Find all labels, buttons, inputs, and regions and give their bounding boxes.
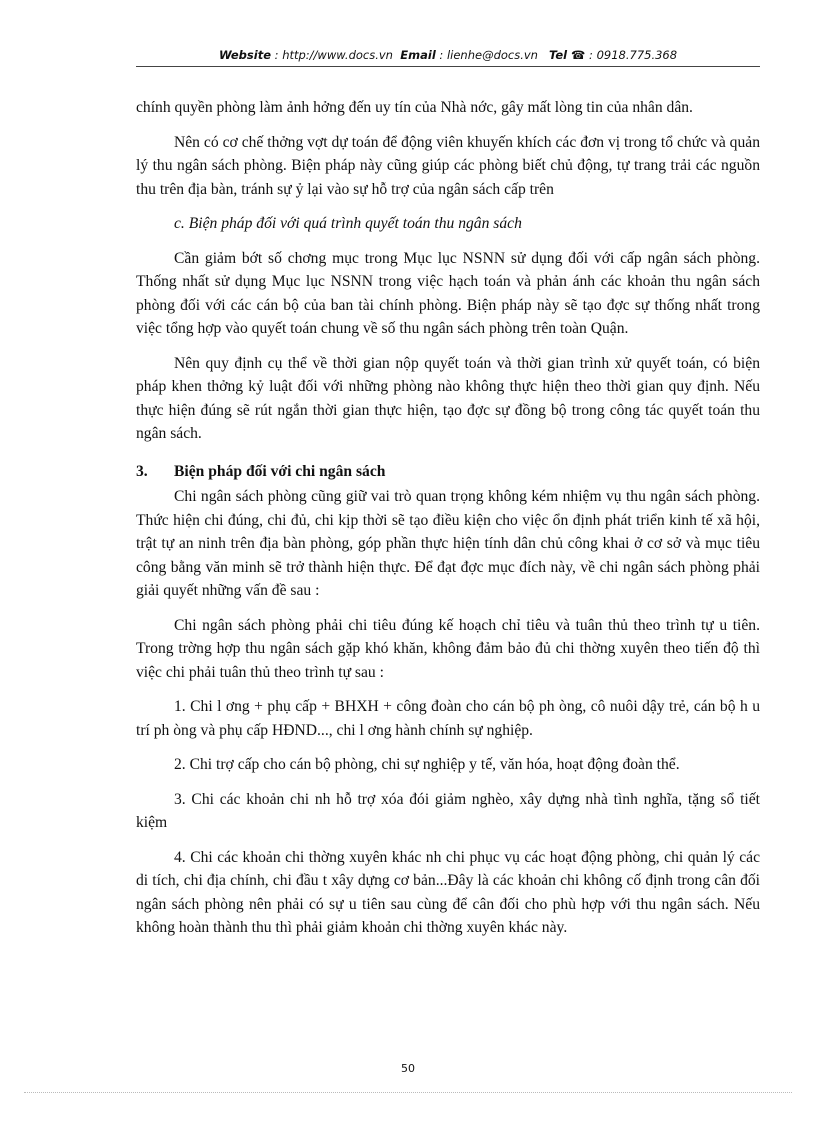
tel-label: Tel ☎ xyxy=(548,48,586,62)
page-number: 50 xyxy=(401,1062,415,1075)
email-value: : lienhe@docs.vn xyxy=(439,48,538,62)
list-item: 2. Chi trợ cấp cho cán bộ phòng, chi sự nghiệp y tế, văn hóa, hoạt động đoàn thể. xyxy=(174,756,680,773)
subsection-heading: c. Biện pháp đối với quá trình quyết toán thu ngân sách xyxy=(174,215,522,232)
paragraph: Cần giảm bớt số chơng mục trong Mục lục NSNN sử dụng đối với cấp ngân sách phòng. Thống nhất sử dụng Mục lục NSNN trong việc hạch toán và phản ánh các khoản thu ngân sách phòng đối với các cán bộ của ban tài chính phòng. Biện pháp này sẽ tạo đợc sự thống nhất trong việc tổng hợp vào quyết toán chung về số thu ngân sách phòng trên toàn Quận. xyxy=(136,249,760,337)
section-title: Biện pháp đối với chi ngân sách xyxy=(174,462,386,480)
list-item: 1. Chi l ơng + phụ cấp + BHXH + công đoàn cho cán bộ ph òng, cô nuôi dậy trẻ, cán bộ h u trí ph òng và phụ cấp HĐND..., chi l ơng hành chính sự nghiệp. xyxy=(136,698,760,739)
paragraph: Chi ngân sách phòng phải chi tiêu đúng kế hoạch chỉ tiêu và tuân thủ theo trình tự u tiên. Trong trờng hợp thu ngân sách gặp khó khăn, không đảm bảo đủ chi thờng xuyên theo tiến độ thì việc chi phải tuân thủ theo trình tự sau : xyxy=(136,616,760,681)
section-number: 3. xyxy=(136,462,148,480)
list-item: 4. Chi các khoản chi thờng xuyên khác nh chi phục vụ các hoạt động phòng, chi quản lý các di tích, chi địa chính, chi đầu t xây dựng cơ bản...Đây là các khoản chi không cố định trong cân đối ngân sách phòng nên phải có sự u tiên sau cùng để cân đối cho phù hợp với thu ngân sách. Nếu không hoàn thành thu thì phải giảm khoản chi thờng xuyên khác này. xyxy=(136,848,760,936)
footer-divider xyxy=(24,1092,792,1093)
tel-value: : 0918.775.368 xyxy=(589,48,678,62)
paragraph: Nên quy định cụ thể về thời gian nộp quyết toán và thời gian trình xử quyết toán, có biện pháp khen thởng kỷ luật đối với những phòng nào không thực hiện theo thời gian quy định. Nếu thực hiện đúng sẽ rút ngắn thời gian thực hiện, tạo đợc sự đồng bộ trong công tác quyết toán thu ngân sách. xyxy=(136,354,760,442)
paragraph: Nên có cơ chế thởng vợt dự toán để động viên khuyến khích các đơn vị trong tổ chức và quản lý thu ngân sách phòng. Biện pháp này cũng giúp các phòng biết chủ động, tự trang trải các nguồn thu trên địa bàn, tránh sự ỷ lại vào sự hỗ trợ của ngân sách cấp trên xyxy=(136,133,760,198)
website-value: : http://www.docs.vn xyxy=(274,48,393,62)
document-body xyxy=(136,96,760,951)
email-label: Email xyxy=(400,48,436,62)
section-heading xyxy=(136,460,760,484)
paragraph: Chi ngân sách phòng cũng giữ vai trò quan trọng không kém nhiệm vụ thu ngân sách phòng. Thức hiện chi đúng, chi đủ, chi kịp thời sẽ tạo điều kiện cho việc ổn định phát triển kinh tế xã hội, trật tự an ninh trên địa bàn phòng, góp phần thực hiện tính dân chủ công khai ở cơ sở và mục tiêu công bằng văn minh sẽ trở thành hiện thực. Để đạt đợc mục đích này, về chi ngân sách phòng phải giải quyết những vấn đề sau : xyxy=(136,488,760,599)
page-header xyxy=(136,48,760,62)
website-label: Website xyxy=(218,48,272,62)
header-divider xyxy=(136,66,760,67)
paragraph: chính quyền phòng làm ảnh hởng đến uy tín của Nhà nớc, gây mất lòng tin của nhân dân. xyxy=(136,99,693,116)
list-item: 3. Chi các khoản chi nh hỗ trợ xóa đói giảm nghèo, xây dựng nhà tình nghĩa, tặng sổ tiết kiệm xyxy=(136,790,760,831)
